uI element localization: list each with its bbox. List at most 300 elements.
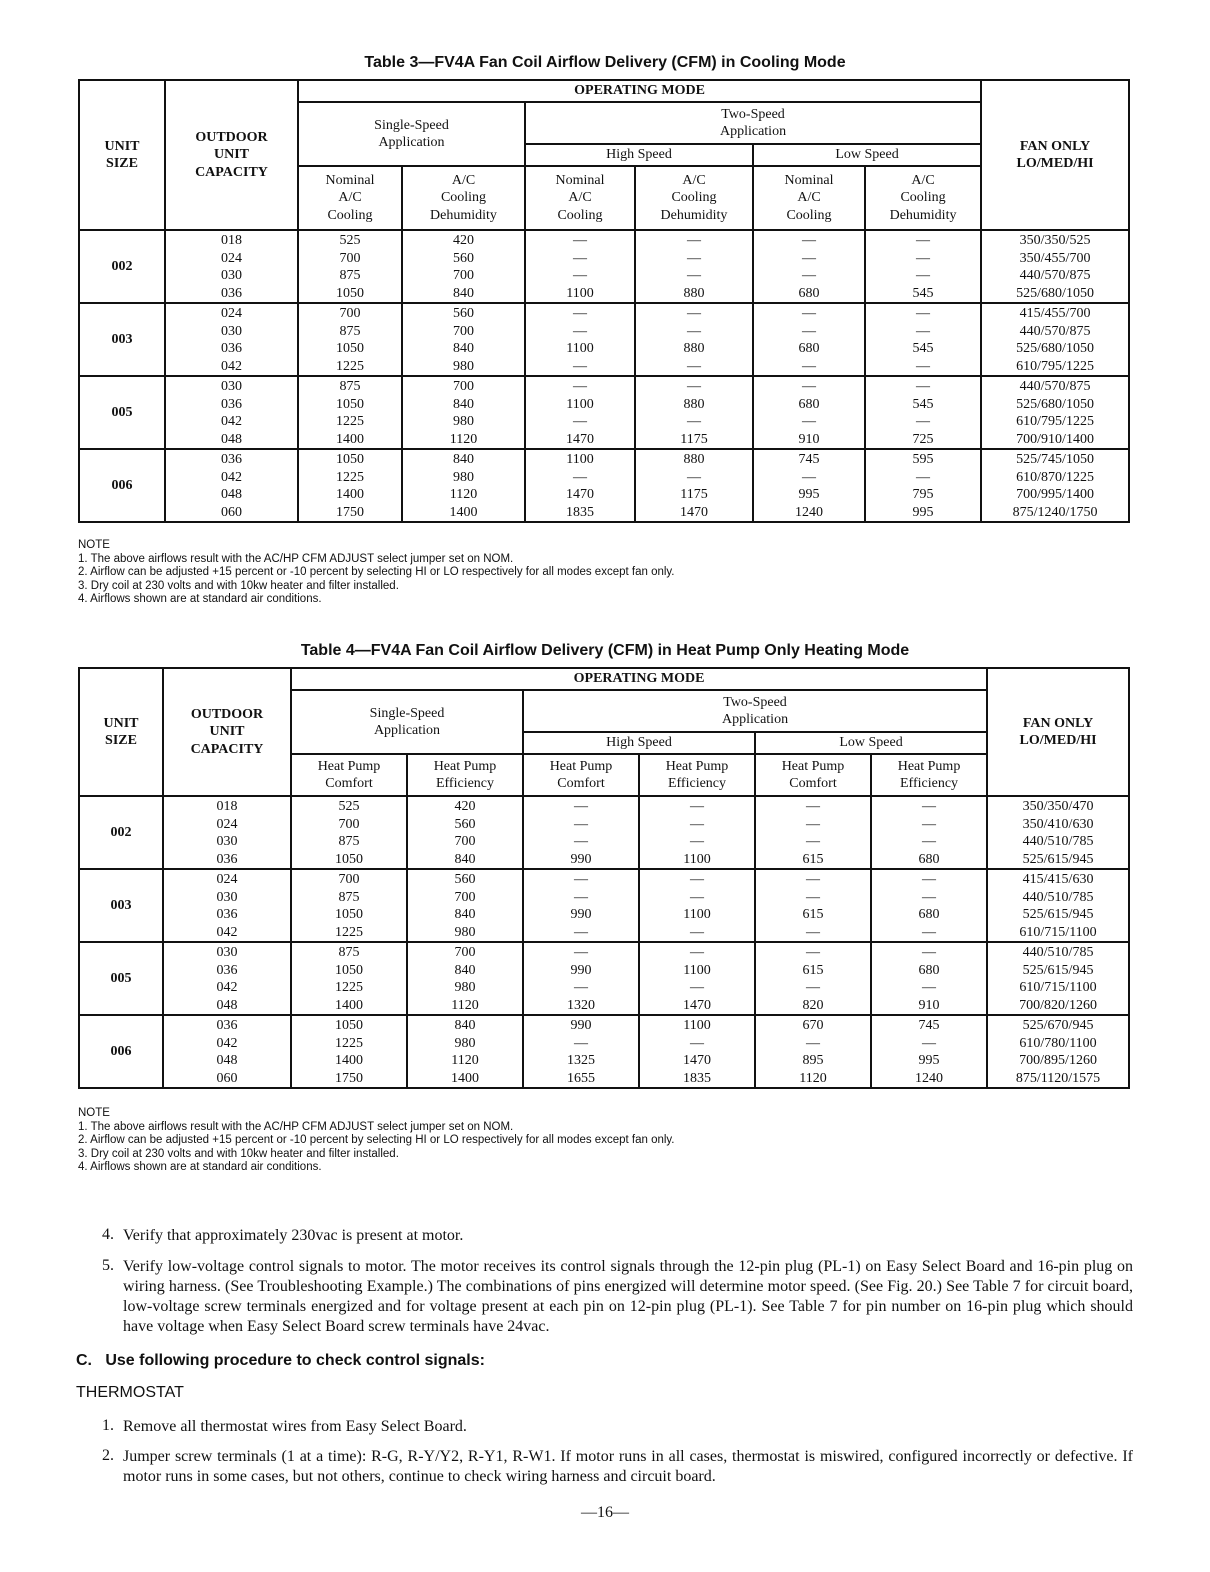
cell-value: 875 (338, 834, 360, 849)
cell-value: 1400 (335, 997, 363, 1013)
cell-value: 1320 (567, 997, 595, 1013)
cell-value: 700 (454, 834, 476, 849)
cell-value: 1240 (915, 1070, 944, 1086)
data-cell (165, 230, 298, 303)
cell-value: — (806, 799, 820, 814)
cell-value: 840 (453, 452, 474, 467)
cell-value: 036 (221, 285, 242, 301)
cell-value: 1400 (335, 1053, 363, 1068)
data-cell (639, 1015, 755, 1088)
cell-value: 030 (216, 889, 238, 905)
data-cell (291, 796, 407, 869)
data-cell (523, 796, 639, 869)
cell-value: 024 (216, 816, 238, 832)
cell-value: 745 (918, 1018, 940, 1033)
cell-value: 1225 (336, 358, 364, 374)
cell-value: 440/510/785 (1022, 889, 1094, 905)
cell-value: — (916, 323, 931, 339)
cell-value: 840 (453, 396, 474, 412)
data-cell (981, 376, 1129, 449)
cell-value: 545 (912, 285, 934, 301)
cell-value: 980 (453, 469, 474, 485)
cell-value: 350/350/470 (1022, 799, 1094, 814)
col-header: Heat Pump Comfort (291, 754, 407, 796)
cell-value: 1050 (335, 907, 363, 922)
cell-value: 350/410/630 (1022, 816, 1094, 832)
cell-value: 610/795/1225 (1016, 358, 1094, 374)
outdoor-capacity-header: OUTDOOR UNIT CAPACITY (165, 80, 298, 230)
cell-value: — (573, 306, 587, 321)
cell-value: 048 (221, 487, 242, 502)
data-cell (523, 869, 639, 942)
cell-value: 560 (453, 250, 474, 266)
cell-value: — (802, 233, 816, 248)
cell-value: 1050 (336, 341, 364, 356)
operating-mode-header: OPERATING MODE (291, 668, 987, 690)
cell-value: — (802, 306, 816, 321)
unit-size-cell: 005 (79, 376, 165, 449)
data-cell (402, 449, 525, 522)
cell-value: 615 (802, 962, 824, 978)
cell-value: — (574, 924, 588, 940)
cell-value: 560 (454, 872, 476, 887)
data-cell (981, 303, 1129, 376)
data-cell (639, 796, 755, 869)
unit-size-header: UNIT SIZE (79, 668, 163, 796)
cell-value: 525/745/1050 (1016, 452, 1094, 467)
cell-value: 980 (454, 924, 476, 940)
cell-value: 036 (221, 396, 242, 412)
note-line: 2. Airflow can be adjusted +15 percent or -10 percent by selecting HI or LO respectively for all modes except fan only. (78, 1134, 675, 1146)
cell-value: 525 (338, 799, 360, 814)
cell-value: 030 (216, 834, 238, 849)
cell-value: — (806, 945, 820, 960)
cell-value: 545 (912, 396, 934, 412)
cell-value: 980 (453, 358, 474, 374)
cell-value: 595 (912, 452, 934, 467)
step-text: Jumper screw terminals (1 at a time): R-G, R-Y/Y2, R-Y1, R-W1. If motor runs in all cases, thermostat is miswired, configured incorrectly or defective. If motor runs in some cases, but not others, continue to check wiring harness and circuit board. (123, 1448, 1133, 1485)
cell-value: — (802, 469, 816, 485)
data-cell (407, 942, 523, 1015)
unit-size-cell: 003 (79, 869, 163, 942)
cell-value: 1100 (683, 1018, 711, 1033)
cell-value: — (916, 358, 931, 374)
table3-body (79, 230, 1129, 522)
operating-mode-header: OPERATING MODE (298, 80, 981, 102)
cell-value: 036 (221, 452, 242, 467)
cell-value: 048 (216, 997, 238, 1013)
cell-value: 875 (339, 268, 361, 283)
cell-value: — (806, 1035, 820, 1051)
cell-value: 875/1120/1575 (1015, 1070, 1101, 1086)
step-number: 5. (102, 1257, 114, 1274)
cell-value: 995 (798, 487, 820, 502)
note-line: 1. The above airflows result with the AC/HP CFM ADJUST select jumper set on NOM. (78, 552, 514, 565)
high-speed-header: High Speed (523, 732, 755, 754)
cell-value: — (687, 323, 701, 339)
data-cell (639, 942, 755, 1015)
cell-value: — (922, 945, 937, 960)
cell-value: 1175 (680, 487, 708, 502)
cell-value: 048 (216, 1053, 238, 1068)
data-cell (523, 942, 639, 1015)
step-text: Verify low-voltage control signals to motor. The motor receives its control signals through the 12-pin plug (PL-1) on Easy Select Board and 16-pin plug on wiring harness. (See Troubleshooting Example.) The combinations of pins energized will determine motor speed. (See Fig. 20.) See Table 7 for circuit board, low-voltage screw terminals energized and for voltage present at each pin on 12-pin plug (PL-1). See Table 7 for pin number on 16-pin plug which should have voltage when Easy Select Board screw terminals have 24vac. (123, 1258, 1133, 1335)
data-cell (865, 449, 981, 522)
cell-value: — (916, 469, 931, 485)
cell-value: 990 (570, 962, 592, 978)
cell-value: — (802, 358, 816, 374)
cell-value: 1225 (335, 1035, 363, 1051)
unit-row-group (79, 1015, 1129, 1088)
cell-value: 048 (221, 431, 242, 447)
cell-value: — (574, 872, 588, 887)
data-cell (163, 796, 291, 869)
cell-value: — (574, 816, 588, 832)
cell-value: 1100 (566, 285, 594, 301)
cell-value: 036 (221, 341, 242, 356)
unit-size-cell: 006 (79, 449, 165, 522)
cell-value: 1050 (336, 452, 364, 467)
cell-value: 1470 (683, 997, 711, 1013)
cell-value: 995 (918, 1053, 940, 1068)
cell-value: 1100 (683, 962, 711, 978)
cell-value: 1050 (335, 851, 363, 867)
cell-value: 700 (339, 250, 361, 266)
cell-value: 560 (453, 306, 474, 321)
cell-value: 700 (453, 379, 474, 394)
cell-value: 1050 (336, 285, 364, 301)
cell-value: 525/615/945 (1022, 907, 1094, 922)
single-speed-header: Single-Speed Application (291, 690, 523, 754)
table4-title: Table 4—FV4A Fan Coil Airflow Delivery (CFM) in Heat Pump Only Heating Mode (300, 642, 910, 659)
cell-value: 1100 (566, 452, 594, 467)
cell-value: 980 (453, 414, 474, 429)
cell-value: 042 (216, 924, 238, 940)
data-cell (871, 942, 987, 1015)
cell-value: 440/570/875 (1019, 379, 1091, 394)
cell-value: 680 (798, 285, 820, 301)
data-cell (755, 869, 871, 942)
data-cell (163, 1015, 291, 1088)
single-speed-header: Single-Speed Application (298, 102, 525, 166)
cell-value: — (573, 233, 587, 248)
cell-value: 018 (216, 799, 238, 814)
data-cell (865, 303, 981, 376)
col-header: Heat Pump Comfort (755, 754, 871, 796)
data-cell (298, 376, 402, 449)
cell-value: 1400 (449, 504, 478, 520)
table4 (78, 667, 1130, 1089)
cell-value: 610/795/1225 (1016, 414, 1094, 429)
cell-value: 990 (570, 1018, 592, 1033)
cell-value: 980 (454, 980, 476, 995)
cell-value: — (687, 469, 701, 485)
unit-size-cell: 002 (79, 796, 163, 869)
cell-value: 1240 (795, 504, 823, 520)
data-cell (753, 303, 865, 376)
data-cell (165, 376, 298, 449)
cell-value: 018 (221, 233, 242, 248)
cell-value: 795 (912, 487, 934, 502)
cell-value: — (574, 1035, 588, 1051)
cell-value: 525/680/1050 (1016, 396, 1094, 412)
data-cell (525, 303, 635, 376)
cell-value: — (574, 889, 588, 905)
step-text: Remove all thermostat wires from Easy Select Board. (123, 1418, 467, 1435)
cell-value: — (806, 980, 820, 995)
cell-value: 415/455/700 (1019, 306, 1091, 321)
data-cell (407, 869, 523, 942)
data-cell (402, 230, 525, 303)
section-c-heading: C. Use following procedure to check control signals: (76, 1352, 485, 1369)
cell-value: 1225 (336, 469, 364, 485)
table4-notes (78, 1107, 675, 1175)
cell-value: — (922, 872, 937, 887)
data-cell (298, 230, 402, 303)
cell-value: 1120 (451, 1053, 479, 1068)
cell-value: 042 (221, 358, 242, 374)
col-header: Nominal A/C Cooling (753, 166, 865, 230)
cell-value: — (806, 834, 820, 849)
cell-value: 680 (918, 851, 940, 867)
cell-value: 036 (216, 907, 238, 922)
cell-value: 1400 (336, 431, 364, 447)
note-title: NOTE (78, 539, 110, 551)
cell-value: — (690, 799, 704, 814)
unit-size-cell: 006 (79, 1015, 163, 1088)
cell-value: 875/1240/1750 (1012, 504, 1098, 520)
cell-value: — (802, 268, 816, 283)
col-header: A/C Cooling Dehumidity (635, 166, 753, 230)
cell-value: — (806, 872, 820, 887)
col-header: Heat Pump Efficiency (639, 754, 755, 796)
cell-value: — (916, 379, 931, 394)
cell-value: 875 (339, 379, 361, 394)
cell-value: 525/615/945 (1022, 851, 1094, 867)
cell-value: 545 (912, 341, 934, 356)
cell-value: 042 (221, 414, 242, 429)
cell-value: 1050 (335, 1018, 363, 1033)
cell-value: — (916, 306, 931, 321)
data-cell (755, 942, 871, 1015)
cell-value: 840 (453, 285, 474, 301)
data-cell (407, 796, 523, 869)
cell-value: 1470 (680, 504, 708, 520)
cell-value: — (574, 799, 588, 814)
cell-value: 036 (216, 1018, 238, 1033)
cell-value: 610/780/1100 (1019, 1035, 1097, 1051)
cell-value: 990 (570, 851, 592, 867)
cell-value: — (802, 379, 816, 394)
cell-value: — (690, 834, 704, 849)
note-line: 2. Airflow can be adjusted +15 percent or -10 percent by selecting HI or LO respectively for all modes except fan only. (78, 566, 675, 578)
data-cell (753, 376, 865, 449)
cell-value: 440/570/875 (1019, 323, 1091, 339)
cell-value: — (687, 268, 701, 283)
data-cell (523, 1015, 639, 1088)
cell-value: 610/870/1225 (1016, 469, 1094, 485)
cell-value: — (922, 834, 937, 849)
cell-value: 875 (338, 945, 360, 960)
cell-value: 440/510/785 (1022, 945, 1094, 960)
data-cell (525, 230, 635, 303)
step-number: 4. (102, 1226, 114, 1243)
data-cell (753, 230, 865, 303)
cell-value: — (573, 323, 587, 339)
cell-value: 350/455/700 (1019, 250, 1091, 266)
cell-value: 910 (918, 997, 940, 1013)
cell-value: 042 (221, 469, 242, 485)
cell-value: 745 (798, 452, 820, 467)
step-number: 2. (102, 1447, 114, 1464)
cell-value: 875 (339, 323, 361, 339)
table3-title: Table 3—FV4A Fan Coil Airflow Delivery (CFM) in Cooling Mode (364, 54, 846, 71)
cell-value: 1225 (335, 924, 363, 940)
cell-value: 1400 (336, 487, 364, 502)
note-line: 1. The above airflows result with the AC/HP CFM ADJUST select jumper set on NOM. (78, 1120, 514, 1133)
cell-value: 036 (216, 851, 238, 867)
data-cell (753, 449, 865, 522)
unit-row-group (79, 869, 1129, 942)
data-cell (291, 869, 407, 942)
cell-value: 1325 (567, 1053, 595, 1068)
cell-value: — (802, 323, 816, 339)
data-cell (525, 376, 635, 449)
step-number: 1. (102, 1417, 114, 1434)
col-header: Heat Pump Efficiency (407, 754, 523, 796)
cell-value: 415/415/630 (1022, 872, 1094, 887)
data-cell (635, 449, 753, 522)
cell-value: — (690, 872, 704, 887)
cell-value: — (690, 889, 704, 905)
cell-value: — (690, 1035, 704, 1051)
cell-value: — (573, 469, 587, 485)
cell-value: — (690, 945, 704, 960)
cell-value: 1120 (449, 487, 478, 502)
two-speed-header: Two-Speed Application (525, 102, 981, 144)
cell-value: 1050 (335, 962, 363, 978)
unit-row-group (79, 449, 1129, 522)
col-header: Nominal A/C Cooling (298, 166, 402, 230)
cell-value: 525/680/1050 (1016, 285, 1094, 301)
data-cell (871, 869, 987, 942)
col-header: Heat Pump Efficiency (871, 754, 987, 796)
data-cell (755, 1015, 871, 1088)
cell-value: 840 (453, 341, 474, 356)
data-cell (865, 376, 981, 449)
cell-value: — (690, 816, 704, 832)
cell-value: 1120 (451, 997, 479, 1013)
cell-value: 440/570/875 (1019, 268, 1091, 283)
cell-value: 615 (802, 907, 824, 922)
cell-value: 880 (683, 341, 705, 356)
cell-value: — (806, 924, 820, 940)
col-header: Nominal A/C Cooling (525, 166, 635, 230)
cell-value: 680 (918, 907, 940, 922)
data-cell (298, 303, 402, 376)
cell-value: — (916, 250, 931, 266)
cell-value: — (690, 924, 704, 940)
note-title: NOTE (78, 1107, 110, 1119)
unit-row-group (79, 303, 1129, 376)
cell-value: — (573, 268, 587, 283)
data-cell (291, 1015, 407, 1088)
data-cell (871, 1015, 987, 1088)
data-cell (981, 230, 1129, 303)
note-line: 4. Airflows shown are at standard air conditions. (78, 1161, 322, 1173)
col-header: A/C Cooling Dehumidity (402, 166, 525, 230)
cell-value: 725 (912, 431, 934, 447)
data-cell (402, 303, 525, 376)
cell-value: 1050 (336, 396, 364, 412)
cell-value: 840 (454, 1018, 476, 1033)
data-cell (163, 942, 291, 1015)
cell-value: 030 (221, 323, 242, 339)
cell-value: — (806, 816, 820, 832)
data-cell (298, 449, 402, 522)
cell-value: 1750 (336, 504, 364, 520)
cell-value: 670 (802, 1018, 824, 1033)
cell-value: 525/615/945 (1022, 962, 1094, 978)
col-header: A/C Cooling Dehumidity (865, 166, 981, 230)
cell-value: 036 (216, 962, 238, 978)
unit-size-cell: 003 (79, 303, 165, 376)
cell-value: 042 (216, 980, 238, 995)
cell-value: 700 (454, 889, 476, 905)
cell-value: 1175 (680, 431, 708, 447)
data-cell (525, 449, 635, 522)
cell-value: — (687, 250, 701, 266)
unit-row-group (79, 230, 1129, 303)
cell-value: 840 (454, 851, 476, 867)
cell-value: 990 (570, 907, 592, 922)
cell-value: — (574, 834, 588, 849)
unit-row-group (79, 376, 1129, 449)
cell-value: 042 (216, 1035, 238, 1051)
cell-value: 680 (798, 341, 820, 356)
data-cell (165, 449, 298, 522)
cell-value: — (802, 414, 816, 429)
cell-value: 700/995/1400 (1016, 487, 1094, 502)
cell-value: — (916, 233, 931, 248)
cell-value: 680 (798, 396, 820, 412)
cell-value: 1120 (799, 1070, 827, 1086)
cell-value: — (687, 379, 701, 394)
cell-value: 700 (453, 268, 474, 283)
table4-body (79, 796, 1129, 1088)
cell-value: 895 (802, 1053, 824, 1068)
thermostat-heading: THERMOSTAT (76, 1384, 184, 1401)
two-speed-header: Two-Speed Application (523, 690, 987, 732)
cell-value: 1835 (566, 504, 594, 520)
data-cell (987, 869, 1129, 942)
cell-value: 610/715/1100 (1019, 980, 1097, 995)
cell-value: — (916, 414, 931, 429)
cell-value: — (687, 414, 701, 429)
fan-only-header: FAN ONLY LO/MED/HI (987, 668, 1129, 796)
col-header: Heat Pump Comfort (523, 754, 639, 796)
cell-value: 700 (453, 323, 474, 339)
note-line: 3. Dry coil at 230 volts and with 10kw heater and filter installed. (78, 579, 399, 592)
note-line: 4. Airflows shown are at standard air conditions. (78, 593, 322, 605)
cell-value: 1470 (566, 487, 594, 502)
unit-size-header: UNIT SIZE (79, 80, 165, 230)
cell-value: 525/680/1050 (1016, 341, 1094, 356)
data-cell (635, 376, 753, 449)
data-cell (291, 942, 407, 1015)
cell-value: — (802, 250, 816, 266)
cell-value: 880 (683, 285, 705, 301)
